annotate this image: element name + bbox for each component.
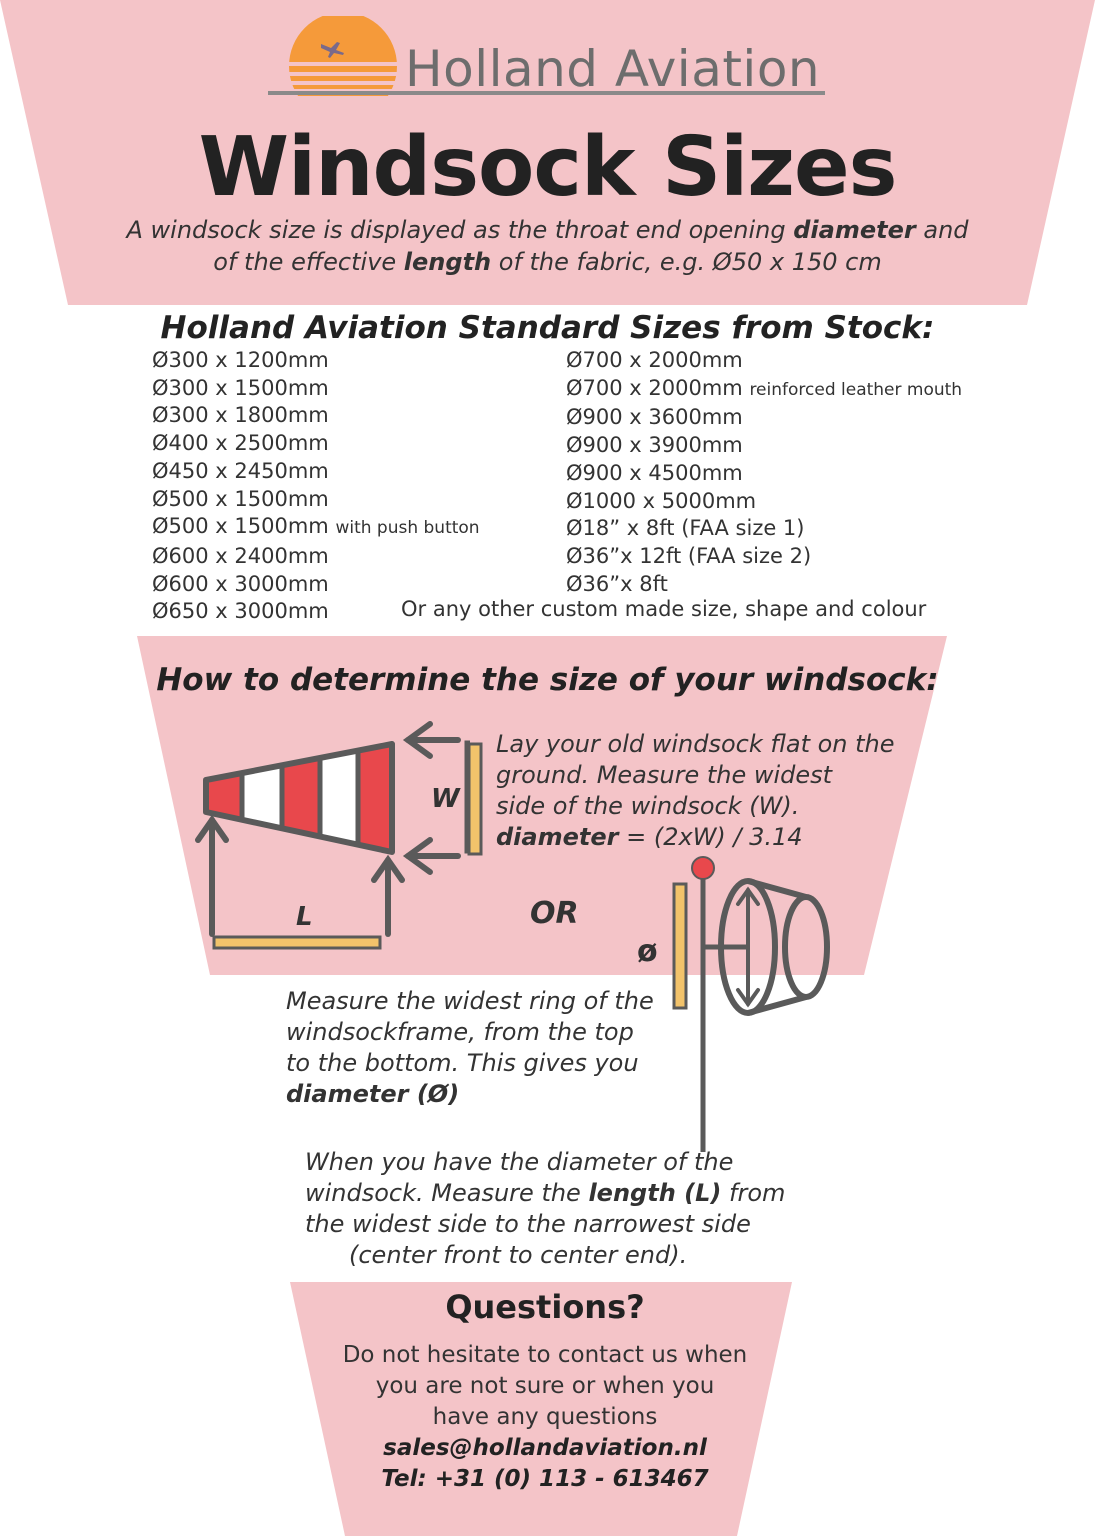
length-instructions: When you have the diameter of the windsock. Measure the length (L) from the widest side to the narrowest side (center front to center end). (305, 1148, 786, 1269)
questions-body: Do not hesitate to contact us when you are not sure or when you have any questions sales@hollandaviation.nl Tel: +31 (0) 113 - 613467 (290, 1340, 800, 1495)
stock-heading: Holland Aviation Standard Sizes from Stock: (160, 310, 935, 346)
ruler-icon (674, 884, 686, 1008)
list-item: Ø650 x 3000mm (152, 599, 329, 624)
stock-list-left (152, 347, 480, 626)
list-item: Ø500 x 1500mm (152, 486, 329, 511)
list-item: Ø450 x 2450mm (152, 458, 329, 483)
ring-instructions: Measure the widest ring of the windsockframe, from the top to the bottom. This gives you diameter (Ø) (286, 987, 654, 1108)
list-item: Ø36”x 12ft (FAA size 2) (566, 543, 812, 568)
how-heading: How to determine the size of your windsock: (156, 662, 939, 698)
list-item: Ø500 x 1500mm with push button (152, 514, 480, 539)
list-item: Ø900 x 3900mm (566, 433, 743, 458)
list-item: Ø900 x 4500mm (566, 460, 743, 485)
windsock-icon (190, 712, 470, 957)
label-or: OR (530, 896, 579, 931)
list-item: Ø400 x 2500mm (152, 431, 329, 456)
intro-text: A windsock size is displayed as the throat end opening diameter and of the effective length of the fabric, e.g. Ø50 x 150 cm (126, 216, 969, 276)
list-item: Ø300 x 1800mm (152, 403, 329, 428)
list-item: Ø700 x 2000mm reinforced leather mouth (566, 375, 963, 400)
stock-list-right (566, 347, 962, 598)
custom-size-note: Or any other custom made size, shape and colour (401, 597, 927, 621)
ruler-icon (466, 742, 484, 856)
list-item: Ø18” x 8ft (FAA size 1) (566, 516, 805, 541)
label-l: L (296, 902, 313, 932)
label-diameter: ø (637, 934, 658, 969)
page-title: Windsock Sizes (198, 120, 897, 215)
email-link[interactable]: sales@hollandaviation.nl (383, 1435, 707, 1461)
list-item: Ø700 x 2000mm (566, 348, 743, 372)
questions-heading: Questions? (445, 1288, 645, 1326)
list-item: Ø1000 x 5000mm (566, 488, 757, 513)
list-item: Ø900 x 3600mm (566, 405, 743, 430)
list-item: Ø300 x 1200mm (152, 348, 329, 372)
ruler-icon (214, 937, 380, 948)
brand-name: Holland Aviation (405, 40, 821, 98)
list-item: Ø600 x 2400mm (152, 543, 329, 568)
flat-instructions: Lay your old windsock flat on the ground. Measure the widest side of the windsock (W). diameter = (2xW) / 3.14 (496, 730, 895, 851)
list-item: Ø600 x 3000mm (152, 571, 329, 596)
list-item: Ø300 x 1500mm (152, 375, 329, 400)
list-item: Ø36”x 8ft (566, 571, 668, 596)
label-w: W (431, 784, 460, 814)
phone-number[interactable]: Tel: +31 (0) 113 - 613467 (381, 1466, 709, 1492)
windsock-frame-icon (668, 852, 838, 1157)
